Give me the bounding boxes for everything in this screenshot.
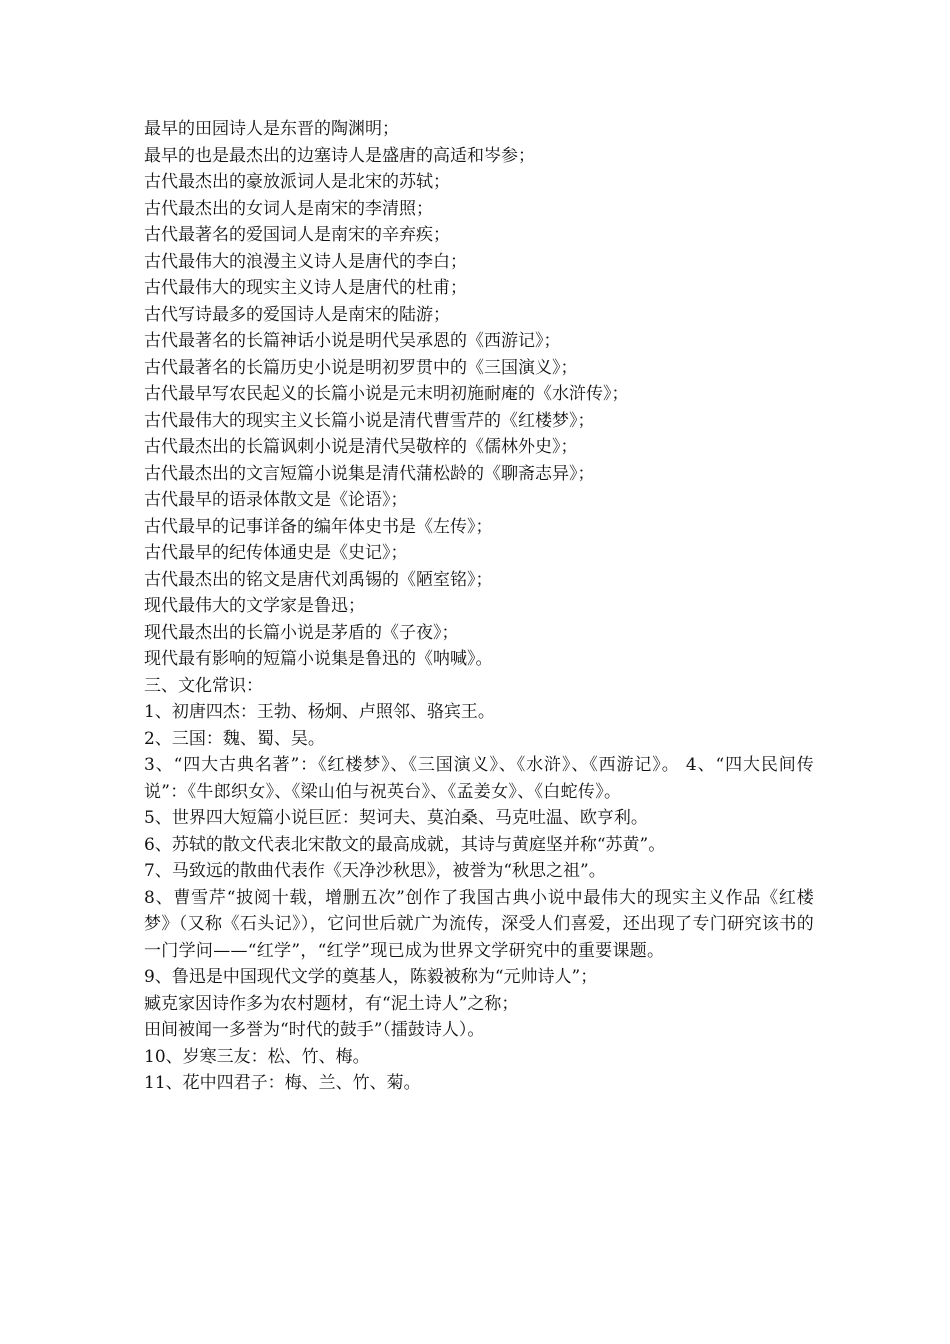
text-line: 古代最早写农民起义的长篇小说是元末明初施耐庵的《水浒传》；	[144, 384, 629, 404]
text-line: 古代最早的记事详备的编年体史书是《左传》；	[144, 516, 493, 537]
text-line: 古代最伟大的现实主义长篇小说是清代曹雪芹的《红楼梦》；	[144, 410, 595, 431]
list-item-paragraph: 8、曹雪芹“披阅十载，增删五次”创作了我国古典小说中最伟大的现实主义作品《红楼梦》（又称《石头记》），它问世后就广为流传，深受人们喜爱，还出现了专门研究该书的一门学问——“红学”，“红学”现已成为世界文学研究中的重要课题。	[144, 887, 814, 961]
text-line: 古代最杰出的女词人是南宋的李清照；	[144, 198, 433, 219]
text-line: 古代最杰出的文言短篇小说集是清代蒲松龄的《聊斋志异》；	[144, 463, 595, 484]
list-item: 6、苏轼的散文代表北宋散文的最高成就，其诗与黄庭坚并称“苏黄”。	[144, 834, 666, 855]
text-line: 古代最早的纪传体通史是《史记》；	[144, 543, 408, 563]
text-line: 古代最杰出的豪放派词人是北宋的苏轼；	[144, 172, 450, 192]
text-line: 古代最杰出的长篇讽刺小说是清代吴敬梓的《儒林外史》；	[144, 437, 578, 457]
list-item: 2、三国：魏、蜀、吴。	[144, 728, 325, 749]
text-line: 古代最著名的爱国词人是南宋的辛弃疾；	[144, 225, 450, 245]
text-line: 最早的田园诗人是东晋的陶渊明；	[144, 119, 399, 139]
document-body	[144, 116, 814, 1097]
text-line: 古代写诗最多的爱国诗人是南宋的陆游；	[144, 304, 450, 325]
text-line: 古代最杰出的铭文是唐代刘禹锡的《陋室铭》；	[144, 569, 493, 590]
list-item: 9、鲁迅是中国现代文学的奠基人，陈毅被称为“元帅诗人”；	[144, 967, 598, 987]
list-item-paragraph: 3、“四大古典名著”：《红楼梦》、《三国演义》、《水浒》、《西游记》。 4、“四大民间传说”：《牛郎织女》、《梁山伯与祝英台》、《孟姜女》、《白蛇传》。	[144, 755, 814, 802]
text-line: 古代最伟大的浪漫主义诗人是唐代的李白；	[144, 251, 467, 272]
text-line: 古代最早的语录体散文是《论语》；	[144, 490, 408, 510]
section-heading: 三、文化常识：	[144, 675, 263, 696]
list-item: 5、世界四大短篇小说巨匠：契诃夫、莫泊桑、马克吐温、欧亨利。	[144, 808, 648, 828]
list-item: 10、岁寒三友：松、竹、梅。	[144, 1046, 370, 1067]
text-line: 现代最有影响的短篇小说集是鲁迅的《呐喊》。	[144, 649, 493, 669]
text-line: 古代最伟大的现实主义诗人是唐代的杜甫；	[144, 278, 467, 298]
list-item: 7、马致远的散曲代表作《天净沙秋思》，被誉为“秋思之祖”。	[144, 861, 606, 881]
text-line: 古代最著名的长篇历史小说是明初罗贯中的《三国演义》；	[144, 357, 578, 378]
list-item: 11、花中四君子：梅、兰、竹、菊。	[144, 1073, 421, 1093]
text-line: 古代最著名的长篇神话小说是明代吴承恩的《西游记》；	[144, 331, 561, 351]
list-item: 1、初唐四杰：王勃、杨炯、卢照邻、骆宾王。	[144, 702, 495, 722]
text-line: 臧克家因诗作多为农村题材，有“泥土诗人”之称；	[144, 993, 519, 1014]
text-line: 现代最伟大的文学家是鲁迅；	[144, 596, 365, 616]
text-line: 田间被闻一多誉为“时代的鼓手”（擂鼓诗人）。	[144, 1020, 485, 1040]
text-line: 最早的也是最杰出的边塞诗人是盛唐的高适和岑参；	[144, 145, 535, 166]
text-line: 现代最杰出的长篇小说是茅盾的《子夜》；	[144, 622, 459, 643]
